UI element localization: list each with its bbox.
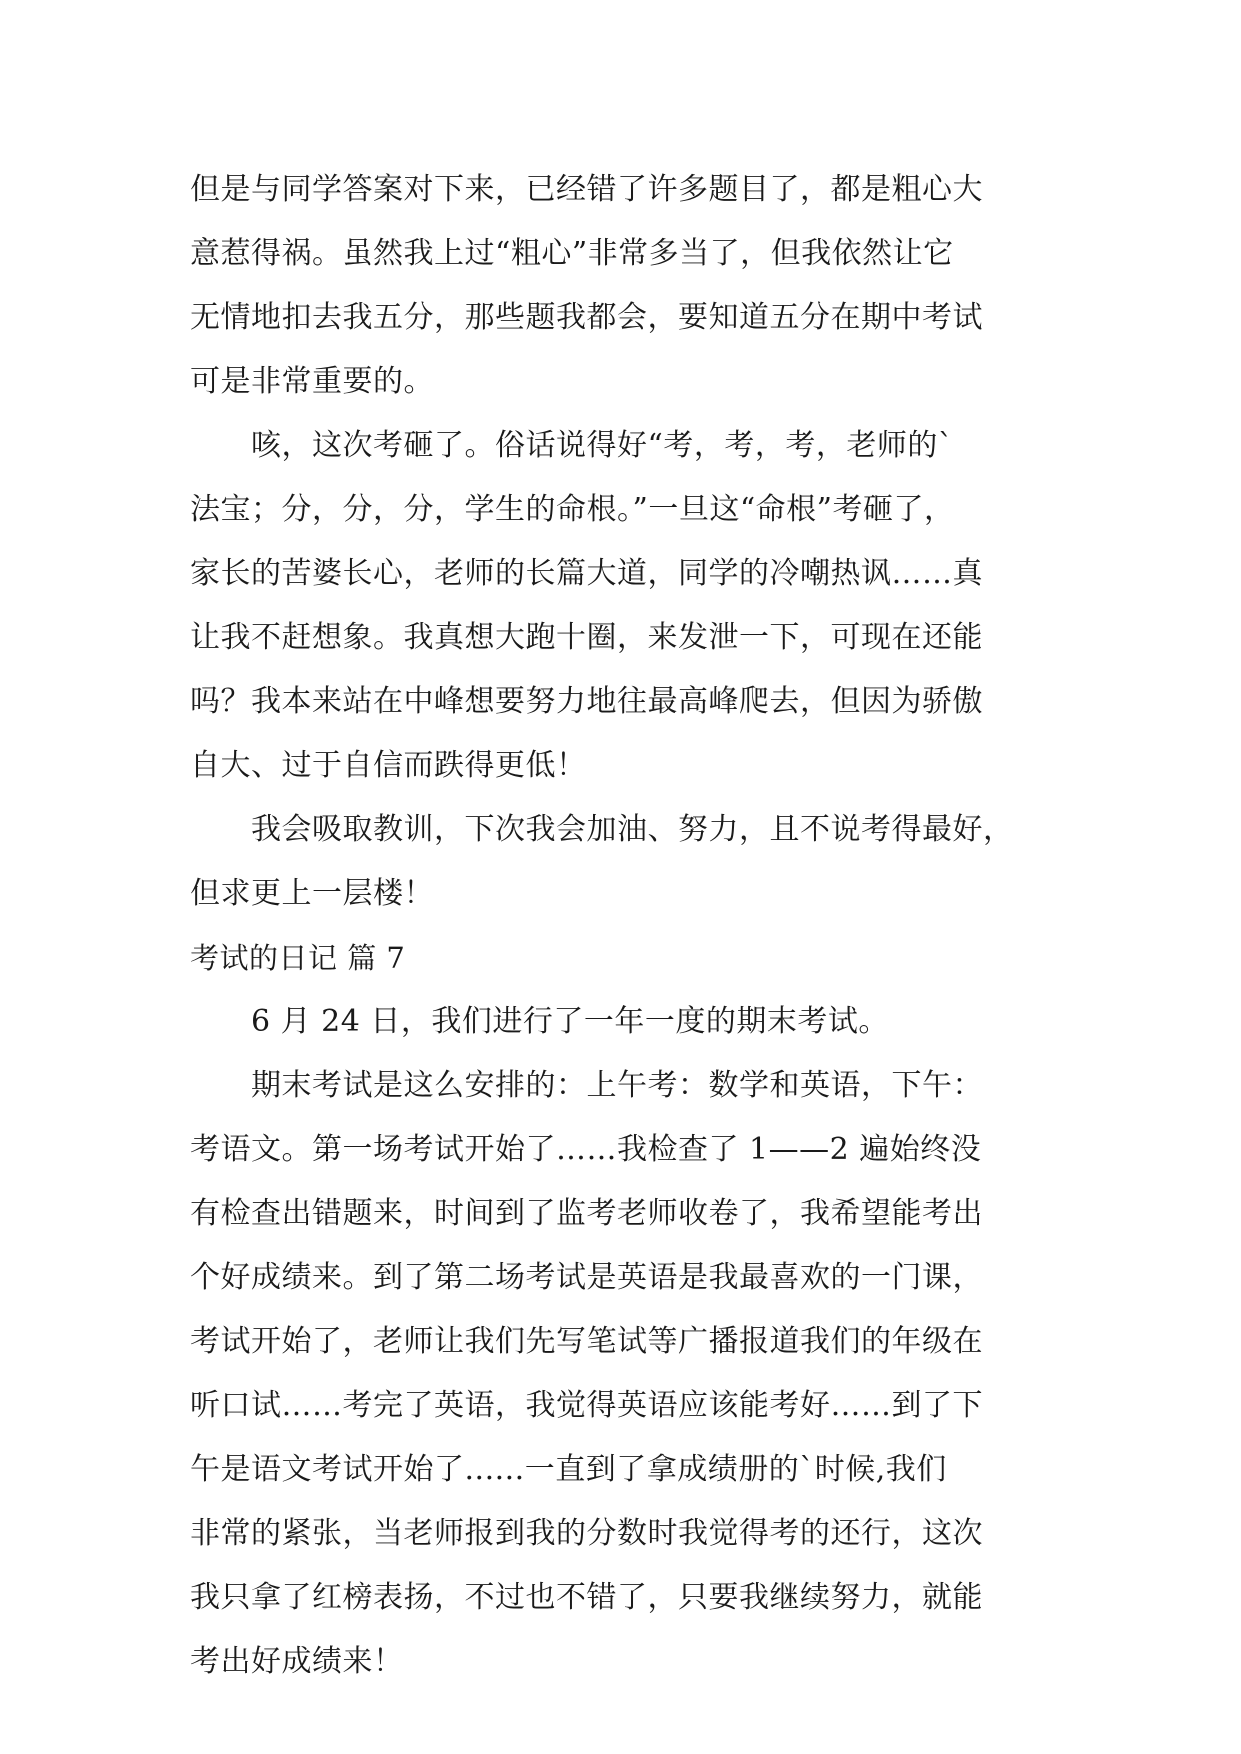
text-line: 考语文。第一场考试开始了……我检查了 1——2 遍始终没 [190,1132,982,1167]
section-heading: 考试的日记 篇 7 [190,941,406,975]
text-line: 让我不赶想象。我真想大跑十圈，来发泄一下，可现在还能 [190,620,983,655]
text-line: 咳，这次考砸了。俗话说得好“考，考，考，老师的` [190,428,954,463]
document-page [190,158,1070,1694]
text-line: 期末考试是这么安排的：上午考：数学和英语，下午： [190,1068,983,1103]
text-line: 法宝；分，分，分，学生的命根。”一旦这“命根”考砸了， [190,492,955,527]
text-line: 我只拿了红榜表扬，不过也不错了，只要我继续努力，就能 [190,1580,983,1615]
text-line: 家长的苦婆长心，老师的长篇大道，同学的冷嘲热讽……真 [190,556,983,591]
text-line: 个好成绩来。到了第二场考试是英语是我最喜欢的一门课， [190,1260,983,1295]
text-line: 有检查出错题来，时间到了监考老师收卷了，我希望能考出 [190,1196,983,1231]
text-line: 无情地扣去我五分，那些题我都会，要知道五分在期中考试 [190,300,983,335]
text-line: 可是非常重要的。 [190,364,434,399]
text-line: 自大、过于自信而跌得更低！ [190,748,587,783]
text-line: 我会吸取教训，下次我会加油、努力，且不说考得最好， [190,812,1014,847]
text-line: 非常的紧张，当老师报到我的分数时我觉得考的还行，这次 [190,1516,983,1551]
text-line: 但是与同学答案对下来，已经错了许多题目了，都是粗心大 [190,172,983,207]
text-line: 考出好成绩来！ [190,1644,404,1679]
text-line: 吗？我本来站在中峰想要努力地往最高峰爬去，但因为骄傲 [190,684,983,719]
text-line: 意惹得祸。虽然我上过“粗心”非常多当了，但我依然让它 [190,236,954,271]
text-line: 午是语文考试开始了......一直到了拿成绩册的`时候,我们 [190,1452,947,1487]
text-line: 听口试……考完了英语，我觉得英语应该能考好……到了下 [190,1388,983,1423]
text-line: 但求更上一层楼！ [190,876,434,911]
text-line: 6 月 24 日，我们进行了一年一度的期末考试。 [190,1004,889,1039]
text-line: 考试开始了，老师让我们先写笔试等广播报道我们的年级在 [190,1324,983,1359]
